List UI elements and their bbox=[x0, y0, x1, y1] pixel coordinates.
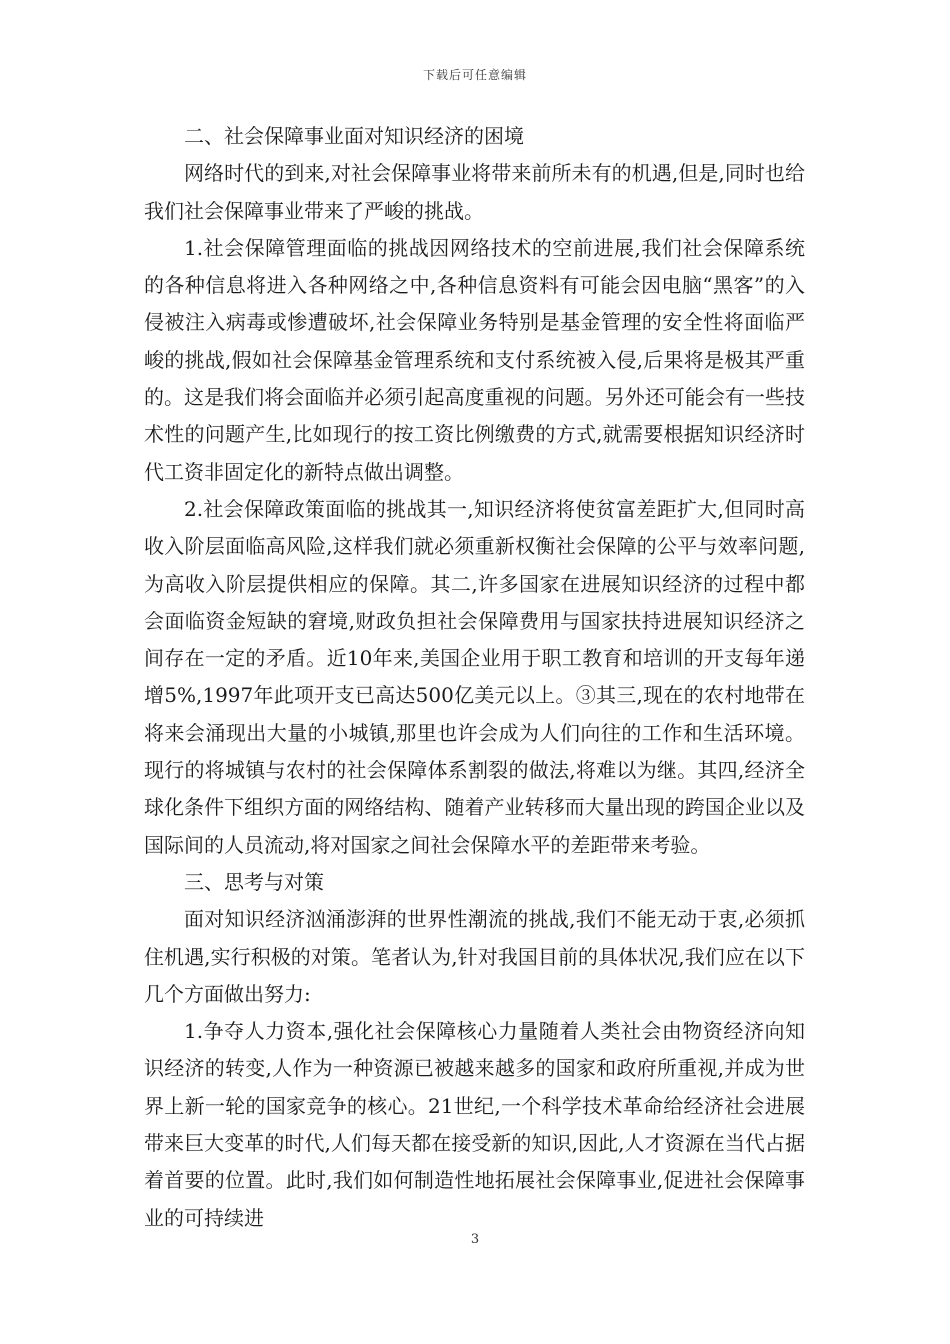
page-number: 3 bbox=[470, 1232, 480, 1247]
page-header: 下载后可任意编辑 bbox=[422, 68, 527, 82]
paragraph: 2.社会保障政策面临的挑战其一,知识经济将使贫富差距扩大,但同时高收入阶层面临高风险,这样我们就必须重新权衡社会保障的公平与效率问题,为高收入阶层提供相应的保障。其二,许多国家在进展知识经济的过程中都会面临资金短缺的窘境,财政负担社会保障费用与国家扶持进展知识经济之间存在一定的矛盾。近10年来,美国企业用于职工教育和培训的开支每年递增5%,1997年此项开支已高达500亿美元以上。③其三,现在的农村地带在将来会涌现出大量的小城镇,那里也许会成为人们向往的工作和生活环境。现行的将城镇与农村的社会保障体系割裂的做法,将难以为继。其四,经济全球化条件下组织方面的网络结构、随着产业转移而大量出现的跨国企业以及国际间的人员流动,将对国家之间社会保障水平的差距带来考验。 bbox=[144, 496, 805, 857]
paragraph: 面对知识经济汹涌澎湃的世界性潮流的挑战,我们不能无动于衷,必须抓住机遇,实行积极的对策。笔者认为,针对我国目前的具体状况,我们应在以下几个方面做出努力: bbox=[144, 907, 805, 1006]
paragraph: 1.社会保障管理面临的挑战因网络技术的空前进展,我们社会保障系统的各种信息将进入各种网络之中,各种信息资料有可能会因电脑“黑客”的入侵被注入病毒或惨遭破坏,社会保障业务特别是基金管理的安全性将面临严峻的挑战,假如社会保障基金管理系统和支付系统被入侵,后果将是极其严重的。这是我们将会面临并必须引起高度重视的问题。另外还可能会有一些技术性的问题产生,比如现行的按工资比例缴费的方式,就需要根据知识经济时代工资非固定化的新特点做出调整。 bbox=[144, 235, 805, 484]
section-heading: 二、社会保障事业面对知识经济的困境 bbox=[184, 124, 524, 148]
document-body bbox=[144, 118, 805, 1237]
paragraph: 网络时代的到来,对社会保障事业将带来前所未有的机遇,但是,同时也给我们社会保障事业带来了严峻的挑战。 bbox=[144, 161, 805, 223]
section-heading: 三、思考与对策 bbox=[184, 869, 324, 894]
paragraph: 1.争夺人力资本,强化社会保障核心力量随着人类社会由物资经济向知识经济的转变,人作为一种资源已被越来越多的国家和政府所重视,并成为世界上新一轮的国家竞争的核心。21世纪,一个科学技术革命给经济社会进展带来巨大变革的时代,人们每天都在接受新的知识,因此,人才资源在当代占据着首要的位置。此时,我们如何制造性地拓展社会保障事业,促进社会保障事业的可持续进 bbox=[144, 1019, 805, 1230]
